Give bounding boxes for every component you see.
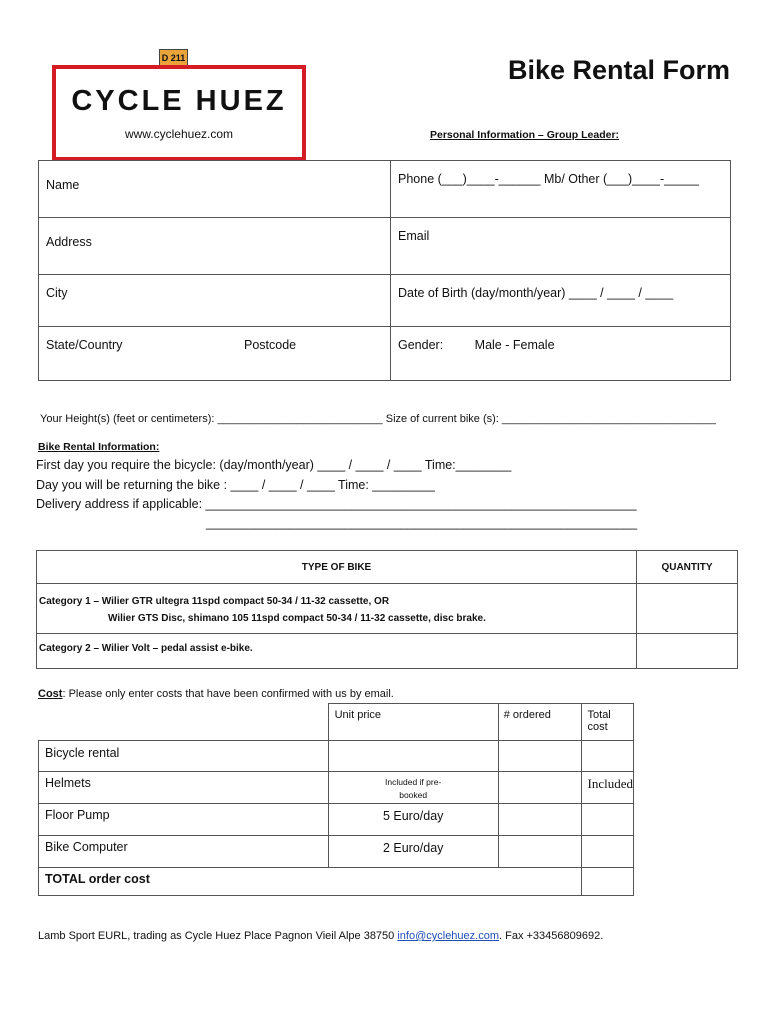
phone-label: Phone (___)____-______ Mb/ Other (___)____-_____ [398, 172, 699, 186]
cost-header-blank [39, 704, 329, 741]
first-day-line[interactable]: First day you require the bicycle: (day/month/year) ____ / ____ / ____ Time:________ [36, 458, 512, 472]
category-2-quantity[interactable] [637, 634, 738, 669]
name-label: Name [46, 178, 80, 192]
dob-field[interactable] [391, 275, 731, 327]
footer-email-link[interactable]: info@cyclehuez.com [397, 930, 499, 942]
category-1-line2: Wilier GTS Disc, shimano 105 11spd compact 50-34 / 11-32 cassette, disc brake. [108, 613, 486, 624]
gender-label: Gender: [398, 338, 444, 352]
email-label: Email [398, 229, 430, 243]
gender-options: Male - Female [474, 338, 555, 352]
bike-computer-ordered[interactable] [498, 836, 581, 868]
total-order-cost-label: TOTAL order cost [39, 868, 582, 896]
floor-pump-total[interactable] [581, 804, 633, 836]
delivery-address-continuation[interactable]: ______________________________________________________________ [206, 516, 638, 530]
state-label: State/Country [46, 338, 123, 352]
helmets-unit-price [328, 772, 498, 804]
dob-label: Date of Birth (day/month/year) ____ / ____ / ____ [398, 286, 674, 300]
phone-field[interactable] [391, 161, 731, 218]
category-1-row [37, 584, 637, 634]
helmets-label: Helmets [39, 772, 329, 804]
total-order-cost-value[interactable] [581, 868, 633, 896]
unit-price-header: Unit price [328, 704, 498, 741]
logo-url: www.cyclehuez.com [124, 127, 234, 141]
road-sign-tag: D 211 [159, 49, 188, 67]
quantity-header: QUANTITY [637, 551, 738, 584]
height-and-size-line[interactable]: Your Height(s) (feet or centimeters): ___________________________ Size of current bike (s): ___________________________________ [40, 413, 716, 425]
address-label: Address [46, 235, 92, 249]
bike-computer-label: Bike Computer [39, 836, 329, 868]
state-postcode-field[interactable] [39, 327, 391, 381]
category-2-row [37, 634, 637, 669]
bike-type-table [36, 550, 738, 669]
cost-note [38, 688, 394, 700]
helmets-total: Included [581, 772, 633, 804]
gender-field[interactable] [391, 327, 731, 381]
personal-info-table [38, 160, 731, 381]
cost-label: Cost [38, 688, 63, 700]
rental-info-heading: Bike Rental Information: [38, 441, 160, 453]
bicycle-rental-label: Bicycle rental [39, 741, 329, 772]
bike-computer-unit-price: 2 Euro/day [328, 836, 498, 868]
helmets-ordered[interactable] [498, 772, 581, 804]
email-field[interactable] [391, 218, 731, 275]
city-label: City [46, 286, 68, 300]
total-cost-header: Total cost [581, 704, 633, 741]
bicycle-ordered[interactable] [498, 741, 581, 772]
city-field[interactable] [39, 275, 391, 327]
helmets-unit-note: Included if pre-booked [385, 777, 442, 800]
footer-company-text: Lamb Sport EURL, trading as Cycle Huez Place Pagnon Vieil Alpe 38750 [38, 930, 398, 942]
floor-pump-ordered[interactable] [498, 804, 581, 836]
logo-title: CYCLE HUEZ [71, 85, 287, 117]
address-field[interactable] [39, 218, 391, 275]
bicycle-total[interactable] [581, 741, 633, 772]
ordered-header: # ordered [498, 704, 581, 741]
footer [38, 930, 603, 942]
cost-table [38, 703, 634, 896]
category-2-label: Category 2 – Wilier Volt – pedal assist e-bike. [39, 643, 253, 654]
page-title: Bike Rental Form [508, 55, 731, 85]
floor-pump-label: Floor Pump [39, 804, 329, 836]
footer-fax: . Fax +33456809692. [499, 930, 604, 942]
type-of-bike-header: TYPE OF BIKE [37, 551, 637, 584]
delivery-address-line[interactable]: Delivery address if applicable: ______________________________________________________________ [36, 497, 637, 511]
cost-note-text: : Please only enter costs that have been confirmed with us by email. [62, 688, 394, 700]
bicycle-unit-price[interactable] [328, 741, 498, 772]
bike-computer-total[interactable] [581, 836, 633, 868]
category-1-quantity[interactable] [637, 584, 738, 634]
personal-info-heading: Personal Information – Group Leader: [430, 129, 620, 141]
name-field[interactable] [39, 161, 391, 218]
return-day-line[interactable]: Day you will be returning the bike : ____ / ____ / ____ Time: _________ [36, 478, 435, 492]
floor-pump-unit-price: 5 Euro/day [328, 804, 498, 836]
postcode-label: Postcode [244, 338, 297, 352]
company-logo [52, 65, 306, 161]
category-1-line1: Category 1 – Wilier GTR ultegra 11spd compact 50-34 / 11-32 cassette, OR [39, 596, 390, 607]
